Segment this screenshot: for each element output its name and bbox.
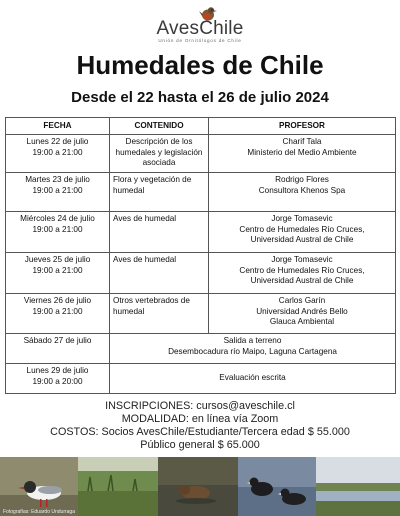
fecha-day: Sábado 27 de julio	[23, 336, 92, 345]
fecha-cell	[6, 334, 110, 364]
fecha-day: Viernes 26 de julio	[23, 296, 92, 305]
fecha-time: 19:00 a 21:00	[32, 224, 83, 234]
fecha-cell	[6, 294, 110, 334]
profesor-name: Jorge Tomasevic	[271, 255, 333, 264]
header-contenido: CONTENIDO	[110, 118, 209, 135]
profesor-affiliation: Consultora Khenos Spa	[258, 185, 346, 195]
logo-wordmark: AvesChile	[156, 18, 244, 39]
contenido-cell: Descripción de los humedales y legislación asociada	[110, 135, 209, 173]
inscripciones-line: INSCRIPCIONES: cursos@aveschile.cl	[105, 400, 295, 412]
fecha-day: Jueves 25 de julio	[24, 255, 91, 264]
fecha-cell	[6, 364, 110, 394]
profesor-affiliation: Universidad Austral de Chile	[250, 235, 354, 244]
profesor-affiliation: Centro de Humedales Río Cruces,	[239, 265, 365, 275]
profesor-affiliation: Universidad Austral de Chile	[250, 276, 354, 285]
activity-title: Evaluación escrita	[219, 373, 286, 383]
profesor-name: Jorge Tomasevic	[271, 214, 333, 223]
header-fecha: FECHA	[6, 118, 110, 135]
landscape-photo	[316, 457, 400, 516]
publico-line: Público general $ 65.000	[140, 439, 260, 451]
table-row	[6, 173, 396, 212]
profesor-affiliation: Centro de Humedales Río Cruces,	[239, 224, 365, 234]
table-row	[6, 364, 396, 394]
fecha-time: 19:00 a 21:00	[32, 185, 83, 195]
aveschile-logo	[0, 4, 400, 46]
wetland-grass-photo	[78, 457, 158, 516]
contenido-cell: Aves de humedal	[110, 212, 209, 253]
profesor-cell	[209, 212, 396, 253]
profesor-cell	[209, 253, 396, 294]
coots-photo	[238, 457, 316, 516]
activity-location: Desembocadura río Maipo, Laguna Cartagena	[168, 346, 337, 356]
contenido-cell: Otros vertebrados de humedal	[110, 294, 209, 334]
costos-line: COSTOS: Socios AvesChile/Estudiante/Tercera edad $ 55.000	[50, 426, 350, 438]
fecha-cell	[6, 135, 110, 173]
profesor-name: Charif Tala	[282, 137, 322, 146]
table-row	[6, 253, 396, 294]
modalidad-line: MODALIDAD: en línea vía Zoom	[121, 413, 279, 425]
table-row	[6, 212, 396, 253]
profesor-affiliation: Glauca Ambiental	[269, 317, 335, 326]
table-row	[6, 294, 396, 334]
activity-cell	[110, 334, 396, 364]
fecha-time: 19:00 a 21:00	[32, 306, 83, 316]
header-profesor: PROFESOR	[209, 118, 396, 135]
fecha-time: 19:00 a 20:00	[32, 376, 83, 386]
fecha-cell	[6, 173, 110, 212]
photo-credit: Fotografías: Eduardo Undurraga	[3, 509, 75, 515]
gull-photo	[0, 457, 78, 516]
fecha-day: Lunes 22 de julio	[26, 137, 89, 146]
activity-title: Salida a terreno	[223, 336, 282, 345]
registration-info	[0, 400, 400, 452]
fecha-day: Miércoles 24 de julio	[20, 214, 95, 223]
contenido-cell: Aves de humedal	[110, 253, 209, 294]
fecha-time: 19:00 a 21:00	[32, 265, 83, 275]
photo-strip	[0, 457, 400, 516]
logo-tagline: Unión de Ornitólogos de Chile	[158, 38, 242, 43]
schedule-table	[5, 117, 396, 394]
fecha-day: Martes 23 de julio	[25, 175, 90, 184]
profesor-affiliation: Ministerio del Medio Ambiente	[247, 147, 357, 157]
profesor-name: Carlos Garín	[278, 296, 326, 305]
page-title: Humedales de Chile	[76, 50, 324, 80]
fecha-day: Lunes 29 de julio	[26, 366, 89, 375]
table-header-row	[6, 118, 396, 135]
profesor-cell	[209, 135, 396, 173]
fecha-cell	[6, 212, 110, 253]
profesor-cell	[209, 294, 396, 334]
fecha-cell	[6, 253, 110, 294]
profesor-affiliation: Universidad Andrés Bello	[256, 306, 348, 316]
profesor-name: Rodrigo Flores	[275, 175, 329, 184]
coypu-photo	[158, 457, 238, 516]
profesor-cell	[209, 173, 396, 212]
fecha-time: 19:00 a 21:00	[32, 147, 83, 157]
table-row	[6, 334, 396, 364]
contenido-cell: Flora y vegetación de humedal	[110, 173, 209, 212]
table-row	[6, 135, 396, 173]
activity-cell	[110, 364, 396, 394]
date-range-subtitle: Desde el 22 hasta el 26 de julio 2024	[71, 89, 329, 106]
